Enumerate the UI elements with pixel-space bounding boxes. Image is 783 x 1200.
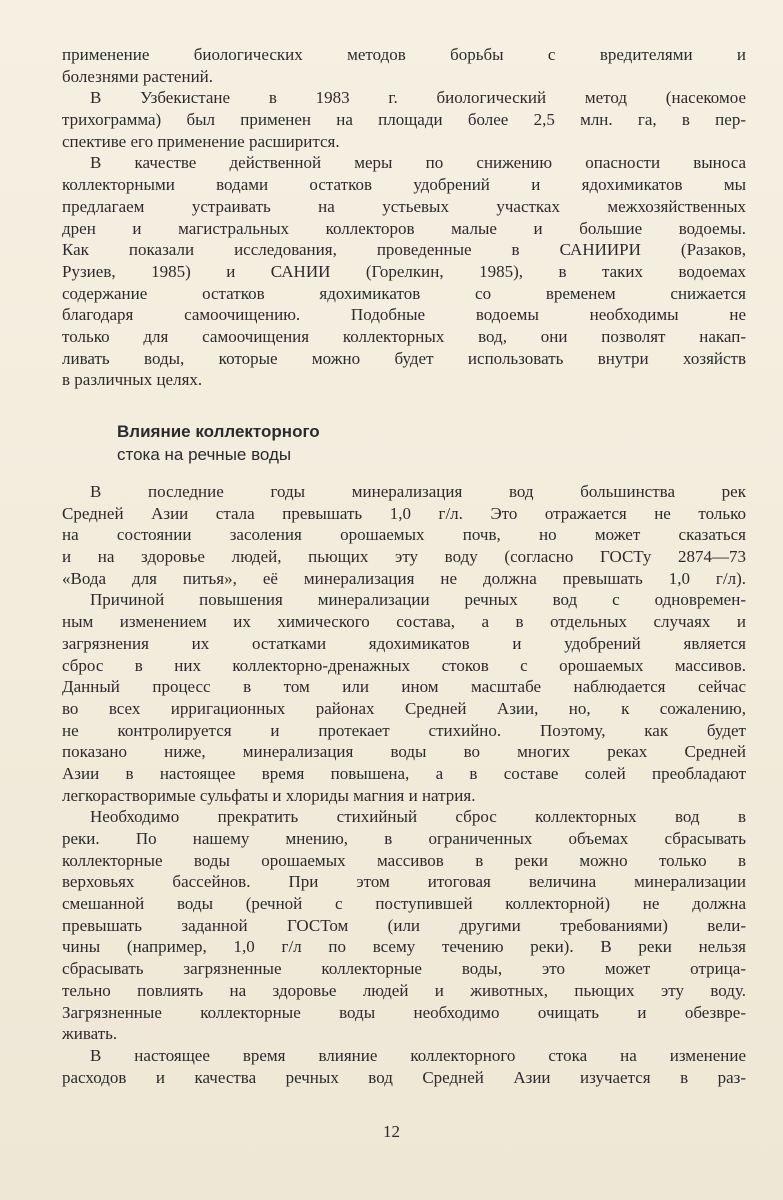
text-line: спективе его применение расширится. xyxy=(62,131,340,151)
text-line: предлагаем устраивать на устьевых участках межхозяйственных xyxy=(62,196,746,216)
text-line: расходов и качества речных вод Средней Азии изучается в раз- xyxy=(62,1067,746,1087)
text-line: Как показали исследования, проведенные в САНИИРИ (Разаков, xyxy=(62,240,746,260)
text-line: трихограмма) был применен на площади более 2,5 млн. га, в пер- xyxy=(62,110,746,130)
text-line: В настоящее время влияние коллекторного стока на изменение xyxy=(90,1045,746,1065)
main-paragraphs xyxy=(62,481,746,1088)
text-line: В Узбекистане в 1983 г. биологический метод (насекомое xyxy=(90,88,746,108)
text-line: на состоянии засоления орошаемых почв, но может сказаться xyxy=(62,525,746,545)
text-line: ным изменением их химического состава, а в отдельных случаях и xyxy=(62,612,746,632)
text-line: загрязнения их остатками ядохимикатов и удобрений является xyxy=(62,633,746,653)
section-subtitle: стока на речные воды xyxy=(117,445,292,464)
intro-paragraphs xyxy=(62,44,746,391)
text-line: Причиной повышения минерализации речных вод с одновремен- xyxy=(90,590,746,610)
text-line: Данный процесс в том или ином масштабе наблюдается сейчас xyxy=(62,677,746,697)
text-line: благодаря самоочищению. Подобные водоемы необходимы не xyxy=(62,305,746,325)
text-line: применение биологических методов борьбы с вредителями и xyxy=(62,45,746,64)
text-line: не контролируется и протекает стихийно. Поэтому, как будет xyxy=(62,720,746,740)
text-line: тельно повлиять на здоровье людей и животных, пьющих эту воду. xyxy=(62,980,746,1000)
text-line: В качестве действенной меры по снижению опасности выноса xyxy=(90,153,746,173)
text-line: болезнями растений. xyxy=(62,66,214,86)
text-line: в различных целях. xyxy=(62,370,203,390)
text-line: легкорастворимые сульфаты и хлориды магния и натрия. xyxy=(62,785,476,805)
text-line: коллекторные воды орошаемых массивов в реки можно только в xyxy=(62,850,746,870)
text-line: Загрязненные коллекторные воды необходимо очищать и обезвре- xyxy=(62,1002,746,1022)
text-line: живать. xyxy=(62,1024,118,1044)
text-line: реки. По нашему мнению, в ограниченных объемах сбрасывать xyxy=(62,829,746,848)
section-heading xyxy=(117,420,517,466)
text-line: чины (например, 1,0 г/л по всему течению реки). В реки нельзя xyxy=(62,937,746,957)
text-line: В последние годы минерализация вод большинства рек xyxy=(90,482,746,501)
text-line: и на здоровье людей, пьющих эту воду (согласно ГОСТу 2874—73 xyxy=(62,547,746,567)
text-line: «Вода для питья», её минерализация не должна превышать 1,0 г/л). xyxy=(62,568,746,588)
text-line: Необходимо прекратить стихийный сброс коллекторных вод в xyxy=(90,807,746,827)
text-line: Рузиев, 1985) и САНИИ (Горелкин, 1985), в таких водоемах xyxy=(62,261,746,281)
text-line: верховьях бассейнов. При этом итоговая величина минерализации xyxy=(62,872,746,892)
text-line: смешанной воды (речной с поступившей коллекторной) не должна xyxy=(62,894,746,914)
text-line: дрен и магистральных коллекторов малые и большие водоемы. xyxy=(62,218,746,238)
section-title: Влияние коллекторного xyxy=(117,422,320,441)
text-line: сброс в них коллекторно-дренажных стоков с орошаемых массивов. xyxy=(62,655,746,675)
text-line: ливать воды, которые можно будет использовать внутри хозяйств xyxy=(62,348,746,368)
text-line: коллекторными водами остатков удобрений и ядохимикатов мы xyxy=(62,175,746,195)
text-line: во всех ирригационных районах Средней Азии, но, к сожалению, xyxy=(62,698,746,718)
text-line: превышать заданной ГОСТом (или другими требованиями) вели- xyxy=(62,915,746,935)
page-number: 12 xyxy=(383,1122,400,1141)
text-line: содержание остатков ядохимикатов со временем снижается xyxy=(62,283,746,303)
text-line: показано ниже, минерализация воды во многих реках Средней xyxy=(62,742,746,762)
text-line: сбрасывать загрязненные коллекторные воды, это может отрица- xyxy=(62,959,746,979)
text-line: Азии в настоящее время повышена, а в составе солей преобладают xyxy=(62,763,746,783)
text-line: только для самоочищения коллекторных вод, они позволят накап- xyxy=(62,326,746,346)
text-line: Средней Азии стала превышать 1,0 г/л. Это отражается не только xyxy=(62,503,746,523)
